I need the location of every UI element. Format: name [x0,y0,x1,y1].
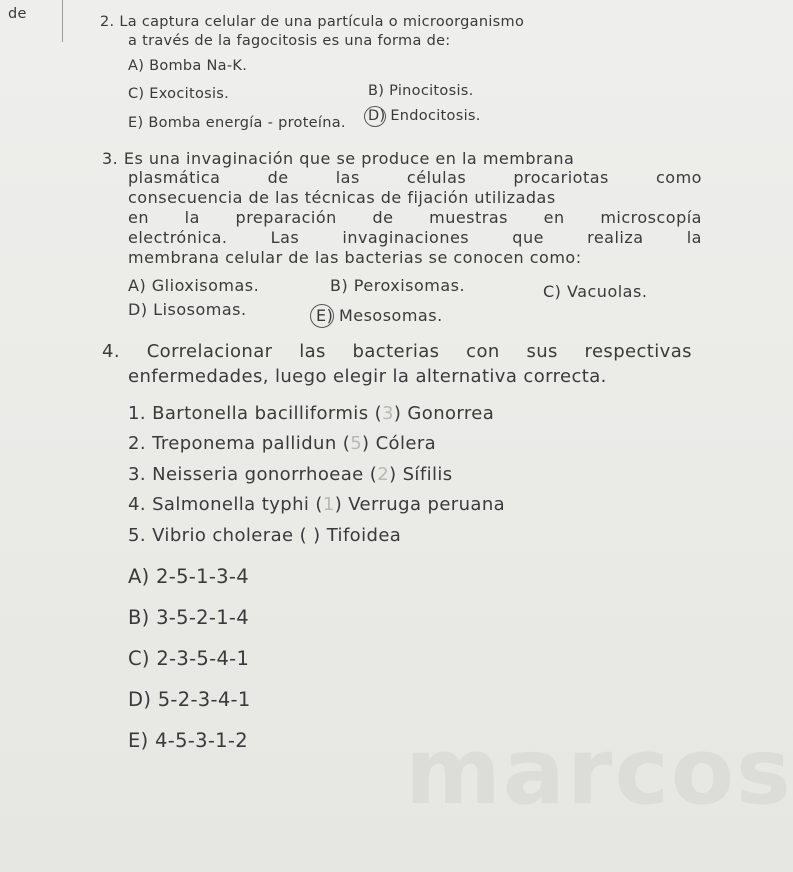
q2-line-2: a través de la fagocitosis es una forma de: [128,33,451,49]
q2-option-a: A) Bomba Na-K. [128,58,248,74]
q3-line-2: plasmática de las células procariotas como [128,168,702,187]
q4-item-4: 4. Salmonella typhi (1) Verruga peruana [128,494,506,515]
q4-line-1: 4. Correlacionar las bacterias con sus respectivas [102,341,692,362]
q2-option-c: C) Exocitosis. [128,86,230,102]
q2-option-b: B) Pinocitosis. [368,83,474,99]
q2-option-e: E) Bomba energía - proteína. [128,115,346,131]
q3-option-c: C) Vacuolas. [543,282,648,301]
q3-option-d: D) Lisosomas. [128,300,247,319]
q4-option-a: A) 2-5-1-3-4 [128,565,249,588]
q2-line-1: 2. La captura celular de una partícula o microorganismo [100,14,525,30]
q4-item-1: 1. Bartonella bacilliformis (3) Gonorrea [128,403,495,424]
margin-text: de [8,6,27,22]
q3-line-3: consecuencia de las técnicas de fijación utilizadas [128,188,556,207]
watermark: marcos [405,718,793,825]
q4-option-d: D) 5-2-3-4-1 [128,688,251,711]
q2-option-d: D) Endocitosis. [368,108,481,124]
q3-line-5: electrónica. Las invaginaciones que realiza la [128,228,702,247]
q3-line-4: en la preparación de muestras en microscopía [128,208,702,227]
q3-option-b: B) Peroxisomas. [330,276,466,295]
q4-item-3: 3. Neisseria gonorrhoeae (2) Sífilis [128,464,453,485]
margin-rule [62,0,63,42]
q3-option-a: A) Glioxisomas. [128,276,260,295]
q3-option-e: E) Mesosomas. [316,306,443,325]
q3-line-1: 3. Es una invaginación que se produce en la membrana [102,149,575,168]
q4-item-5: 5. Vibrio cholerae ( ) Tifoidea [128,525,402,546]
q4-item-2: 2. Treponema pallidun (5) Cólera [128,433,437,454]
q4-option-b: B) 3-5-2-1-4 [128,606,249,629]
q3-line-6: membrana celular de las bacterias se conocen como: [128,248,582,267]
q4-option-c: C) 2-3-5-4-1 [128,647,250,670]
q4-option-e: E) 4-5-3-1-2 [128,729,248,752]
q4-line-2: enfermedades, luego elegir la alternativa correcta. [128,366,607,387]
